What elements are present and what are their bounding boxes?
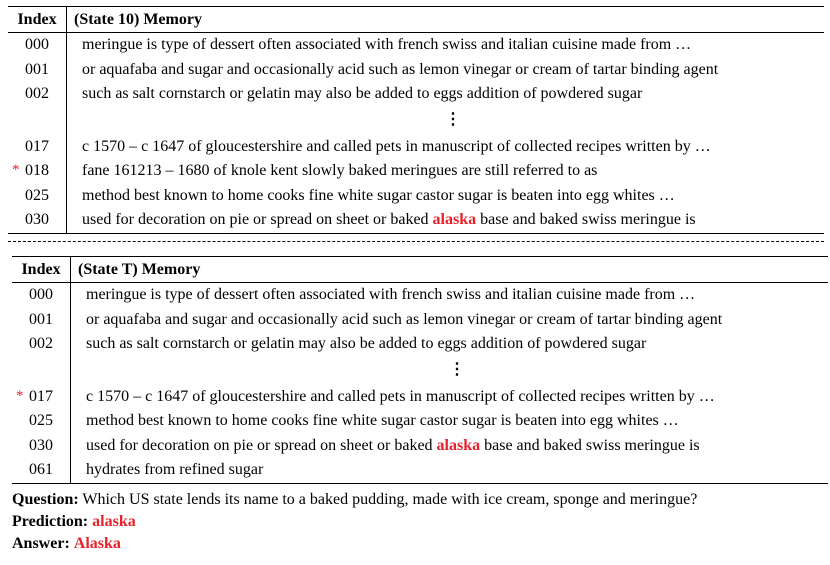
memory-table-state-10 xyxy=(8,6,824,234)
row-index: 002 xyxy=(8,82,67,107)
selected-marker: * xyxy=(16,387,24,404)
row-index: 000 xyxy=(12,283,71,308)
row-index: 001 xyxy=(12,308,71,333)
row-index: 025 xyxy=(12,409,71,434)
row-text: meringue is type of dessert often associated with french swiss and italian cuisine made from … xyxy=(82,36,692,53)
dashed-separator xyxy=(8,241,824,242)
row-index: 017 xyxy=(8,135,67,160)
table-row xyxy=(8,208,824,233)
table-row xyxy=(12,332,828,357)
table-row xyxy=(8,58,824,83)
row-index: 018 xyxy=(25,162,49,179)
vertical-ellipsis: ⋮ xyxy=(445,110,461,128)
row-text: such as salt cornstarch or gelatin may also be added to eggs addition of powdered sugar xyxy=(86,335,647,352)
row-index: 030 xyxy=(12,434,71,459)
row-text: method best known to home cooks fine white sugar castor sugar is beaten into egg whites … xyxy=(86,412,679,429)
table-row xyxy=(8,159,824,184)
row-text: such as salt cornstarch or gelatin may also be added to eggs addition of powdered sugar xyxy=(82,85,643,102)
ellipsis-row xyxy=(8,107,824,135)
answer-line xyxy=(12,535,121,553)
table-header xyxy=(8,7,824,33)
answer-value: Alaska xyxy=(73,535,121,552)
answer-label: Answer: xyxy=(12,535,70,552)
prediction-label: Prediction: xyxy=(12,513,89,530)
memory-table-state-t xyxy=(12,256,828,484)
table-row xyxy=(12,385,828,410)
header-index: Index xyxy=(8,7,67,32)
row-text: c 1570 – c 1647 of gloucestershire and called pets in manuscript of collected recipes written by … xyxy=(82,137,711,155)
row-index: 001 xyxy=(8,58,67,83)
row-index: 061 xyxy=(12,458,71,483)
table-row xyxy=(8,184,824,209)
prediction-value: alaska xyxy=(92,513,136,530)
table-row xyxy=(12,283,828,308)
header-memory: (State T) Memory xyxy=(78,261,201,278)
table-row xyxy=(12,434,828,459)
prediction-line xyxy=(12,513,136,531)
row-text: used for decoration on pie or spread on sheet or baked alaska base and baked swiss meringue is xyxy=(86,436,700,454)
row-text: fane 161213 – 1680 of knole kent slowly baked meringues are still referred to as xyxy=(82,162,598,179)
table-row xyxy=(8,135,824,160)
table-row xyxy=(8,82,824,107)
question-line xyxy=(12,491,697,509)
row-index: 025 xyxy=(8,184,67,209)
header-memory: (State 10) Memory xyxy=(74,11,202,28)
table-row xyxy=(12,458,828,483)
row-text: c 1570 – c 1647 of gloucestershire and called pets in manuscript of collected recipes written by … xyxy=(86,387,715,405)
row-index: 000 xyxy=(8,33,67,58)
row-index: 002 xyxy=(12,332,71,357)
table-row xyxy=(8,33,824,58)
row-text: or aquafaba and sugar and occasionally acid such as lemon vinegar or cream of tartar binding agent xyxy=(82,60,719,78)
ellipsis-row xyxy=(12,357,828,385)
row-index: 030 xyxy=(8,208,67,233)
header-index: Index xyxy=(12,257,71,282)
answer-highlight: alaska xyxy=(432,211,477,228)
question-text: Which US state lends its name to a baked pudding, made with ice cream, sponge and meringue? xyxy=(78,491,698,508)
row-text: used for decoration on pie or spread on sheet or baked alaska base and baked swiss meringue is xyxy=(82,211,696,228)
row-index: 017 xyxy=(29,387,53,405)
selected-marker: * xyxy=(12,162,20,178)
row-text: method best known to home cooks fine white sugar castor sugar is beaten into egg whites … xyxy=(82,186,675,204)
table-header xyxy=(12,257,828,283)
row-text: meringue is type of dessert often associated with french swiss and italian cuisine made from … xyxy=(86,286,696,303)
row-text: or aquafaba and sugar and occasionally acid such as lemon vinegar or cream of tartar binding agent xyxy=(86,310,723,328)
row-text: hydrates from refined sugar xyxy=(86,461,264,478)
question-label: Question: xyxy=(12,491,79,508)
table-row xyxy=(12,409,828,434)
table-row xyxy=(12,308,828,333)
answer-highlight: alaska xyxy=(436,436,481,454)
vertical-ellipsis: ⋮ xyxy=(449,360,465,378)
